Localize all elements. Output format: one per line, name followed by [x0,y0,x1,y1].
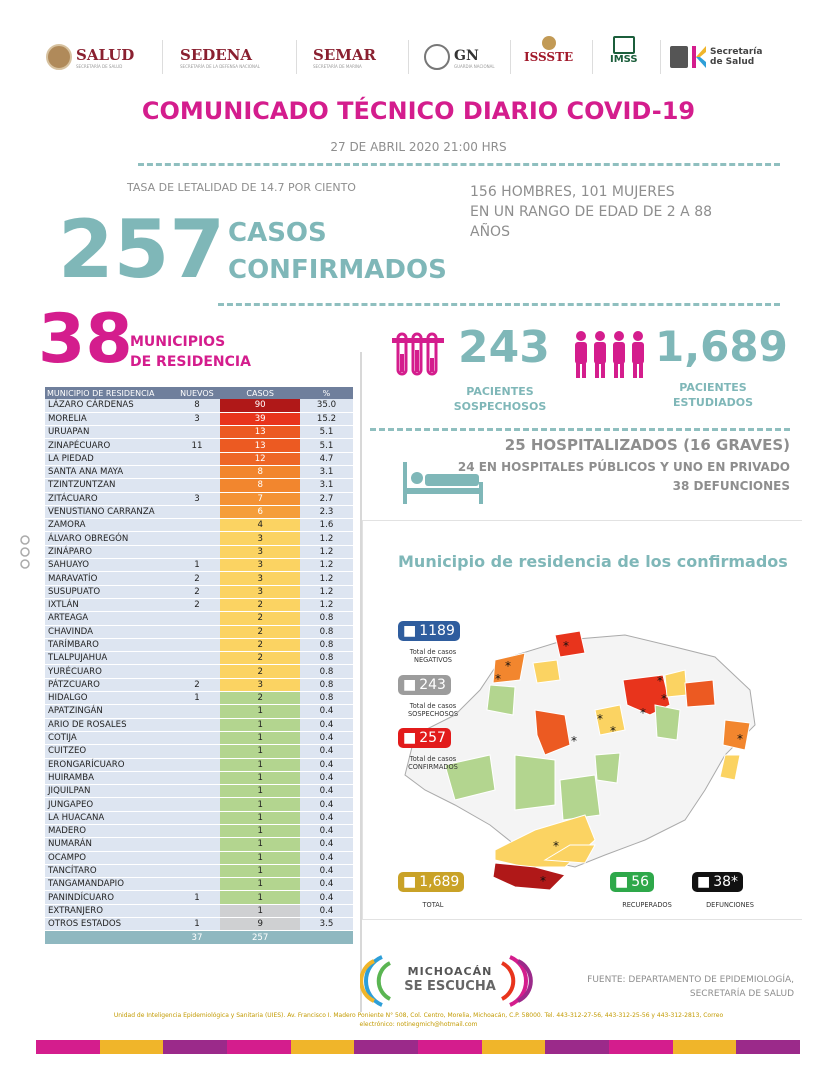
nuevos-cell: 1 [174,918,221,931]
pct-cell: 0.4 [300,705,353,718]
nuevos-cell [174,878,221,891]
page-title: COMUNICADO TÉCNICO DIARIO COVID-19 [141,97,696,125]
table-row [45,572,353,585]
pct-cell: 35.0 [300,399,353,412]
pct-cell: 0.4 [300,718,353,731]
table-body [45,399,353,931]
casos-cell: 8 [220,465,300,478]
casos-cell: 1 [220,798,300,811]
pct-cell: 5.1 [300,439,353,452]
table-row [45,519,353,532]
casos-cell: 12 [220,452,300,465]
nuevos-cell [174,864,221,877]
person-icon: ■ [403,677,417,693]
casos-cell: 2 [220,612,300,625]
decorative-color-bar [36,1040,800,1054]
svg-text:*: * [563,639,569,653]
pct-cell: 1.2 [300,598,353,611]
nuevos-cell [174,745,221,758]
pct-cell: 0.4 [300,891,353,904]
municipio-cell: SANTA ANA MAYA [45,465,174,478]
casos-cell: 1 [220,864,300,877]
casos-cell: 2 [220,665,300,678]
casos-cell: 3 [220,545,300,558]
municipio-cell: MARAVATÍO [45,572,174,585]
nuevos-cell: 2 [174,598,221,611]
municipio-cell: LÁZARO CÁRDENAS [45,399,174,412]
pct-cell: 1.2 [300,572,353,585]
nuevos-cell [174,652,221,665]
nuevos-cell [174,465,221,478]
municipio-cell: TANCÍTARO [45,864,174,877]
pct-cell: 0.8 [300,692,353,705]
deaths-box: ■ 38* [692,872,743,892]
hospitals-line: 24 EN HOSPITALES PÚBLICOS Y UNO EN PRIVADO [457,460,790,474]
total-box: ■ 1,689 [398,872,464,892]
table-row [45,652,353,665]
table-row [45,399,353,412]
table-row [45,545,353,558]
municipio-cell: VENUSTIANO CARRANZA [45,505,174,518]
municipio-cell: CHAVINDA [45,625,174,638]
pct-cell: 0.4 [300,878,353,891]
municipio-cell: NUMARÁN [45,838,174,851]
municipio-cell: PANINDÍCUARO [45,891,174,904]
municipio-cell: ZITÁCUARO [45,492,174,505]
address-footer: Unidad de Inteligencia Epidemiológica y Sanitaria (UIES). Av. Francisco I. Madero Poniente N° 508, Col. Centro, Morelia, Michoacán, C.P. 58000. Tel. 443-312-27-56, 443-312-25-56 y 443-312-2813, Correo electrónico: notinegmich@hotmail.com [113,1012,724,1028]
casos-cell: 2 [220,598,300,611]
table-row [45,745,353,758]
casos-cell: 13 [220,426,300,439]
table-row [45,785,353,798]
pct-cell: 15.2 [300,412,353,425]
casos-cell: 1 [220,851,300,864]
pct-cell: 0.4 [300,904,353,917]
casos-cell: 3 [220,585,300,598]
municipio-cell: ZAMORA [45,519,174,532]
header-nuevos: NUEVOS [174,387,221,399]
nuevos-cell: 1 [174,559,221,572]
pct-cell: 0.8 [300,638,353,651]
nuevos-cell [174,705,221,718]
nuevos-cell [174,771,221,784]
report-date: 27 DE ABRIL 2020 21:00 HRS [330,140,507,154]
municipios-table [45,387,353,945]
nuevos-cell [174,545,221,558]
mexico-seal-icon [46,44,72,70]
nuevos-cell [174,825,221,838]
people-icon: ■ [615,874,629,890]
table-row [45,412,353,425]
nuevos-cell [174,838,221,851]
municipio-cell: ARIO DE ROSALES [45,718,174,731]
municipio-cell: YURÉCUARO [45,665,174,678]
issste-emblem-icon [542,36,556,50]
table-row [45,665,353,678]
svg-text:*: * [640,706,646,720]
nuevos-cell [174,638,221,651]
negatives-box: ■ 1189 [398,621,460,641]
table-row [45,758,353,771]
source-note: FUENTE: DEPARTAMENTO DE EPIDEMIOLOGÍA, SECRETARÍA DE SALUD [587,975,794,999]
map-title: Municipio de residencia de los confirmados [398,552,788,571]
table-row [45,532,353,545]
table-row [45,492,353,505]
municipio-cell: MADERO [45,825,174,838]
municipio-cell: HIDALGO [45,692,174,705]
municipio-cell: OCAMPO [45,851,174,864]
table-row [45,904,353,917]
municipio-cell: TZINTZUNTZAN [45,479,174,492]
casos-cell: 3 [220,572,300,585]
svg-text:*: * [661,692,667,706]
pct-cell: 4.7 [300,452,353,465]
pct-cell: 0.4 [300,811,353,824]
nuevos-cell [174,452,221,465]
pct-cell: 2.7 [300,492,353,505]
header-municipio: MUNICIPIO DE RESIDENCIA [45,387,174,399]
michoacan-shield-icon [670,46,688,68]
municipio-cell: EXTRANJERO [45,904,174,917]
nuevos-cell: 2 [174,585,221,598]
casos-cell: 90 [220,399,300,412]
municipio-cell: TLALPUJAHUA [45,652,174,665]
table-row [45,452,353,465]
table-row [45,559,353,572]
municipio-cell: COTIJA [45,731,174,744]
pct-cell: 0.4 [300,864,353,877]
casos-cell: 1 [220,825,300,838]
casos-cell: 2 [220,625,300,638]
nuevos-cell [174,758,221,771]
table-row [45,638,353,651]
casos-cell: 1 [220,731,300,744]
pct-cell: 0.4 [300,838,353,851]
table-row [45,878,353,891]
nuevos-cell [174,505,221,518]
nuevos-cell [174,851,221,864]
pct-cell: 0.4 [300,771,353,784]
casos-cell: 2 [220,652,300,665]
casos-cell: 1 [220,811,300,824]
casos-cell: 1 [220,758,300,771]
pct-cell: 5.1 [300,426,353,439]
casos-cell: 13 [220,439,300,452]
demographics: 156 HOMBRES, 101 MUJERES EN UN RANGO DE EDAD DE 2 A 88 AÑOS [470,184,713,240]
suspects-box: ■ 243 [398,675,451,695]
municipio-cell: OTROS ESTADOS [45,918,174,931]
secretaria-salud-logo: Secretaría de Salud [670,36,760,78]
table-row [45,598,353,611]
nuevos-cell [174,904,221,917]
table-row [45,705,353,718]
total-nuevos: 37 [174,931,221,944]
table-row [45,692,353,705]
pct-cell: 0.8 [300,665,353,678]
pct-cell: 1.2 [300,545,353,558]
nuevos-cell [174,532,221,545]
casos-cell: 3 [220,678,300,691]
nuevos-cell [174,625,221,638]
pct-cell: 1.2 [300,532,353,545]
pct-cell: 0.8 [300,652,353,665]
total-casos: 257 [220,931,300,944]
gn-logo: GN GUARDIA NACIONAL [424,36,495,78]
negatives-label: Total de casos NEGATIVOS [409,648,457,664]
casos-cell: 8 [220,479,300,492]
table-row [45,465,353,478]
municipio-cell: ZINÁPARO [45,545,174,558]
casos-cell: 1 [220,745,300,758]
pct-cell: 0.8 [300,625,353,638]
nuevos-cell: 2 [174,678,221,691]
pct-cell: 0.4 [300,731,353,744]
nuevos-cell: 3 [174,412,221,425]
total-label: TOTAL [422,901,444,909]
confirmed-label-2: CONFIRMADOS [228,255,447,285]
lethality-rate: TASA DE LETALIDAD DE 14.7 POR CIENTO [127,181,356,194]
casos-cell: 2 [220,638,300,651]
svg-text:*: * [737,732,743,746]
svg-text:*: * [571,734,577,748]
pct-cell: 0.8 [300,612,353,625]
k-logo-icon [692,46,706,68]
nuevos-cell [174,426,221,439]
nuevos-cell [174,718,221,731]
table-row [45,798,353,811]
pct-cell: 0.4 [300,785,353,798]
studied-number: 1,689 [655,322,788,371]
municipio-cell: JIQUILPAN [45,785,174,798]
pct-cell: 1.6 [300,519,353,532]
deaths-label: DEFUNCIONES [706,901,754,909]
nuevos-cell: 1 [174,692,221,705]
casos-cell: 3 [220,532,300,545]
pct-cell: 3.1 [300,465,353,478]
pct-cell: 0.4 [300,758,353,771]
table-row [45,625,353,638]
pct-cell: 1.2 [300,585,353,598]
pct-cell: 0.4 [300,798,353,811]
municipio-cell: ARTEAGA [45,612,174,625]
nuevos-cell: 8 [174,399,221,412]
person-icon: ■ [403,730,417,746]
table-row [45,771,353,784]
table-row [45,891,353,904]
pct-cell: 2.3 [300,505,353,518]
municipio-cell: LA PIEDAD [45,452,174,465]
nuevos-cell: 3 [174,492,221,505]
pct-cell: 0.8 [300,678,353,691]
table-header-row [45,387,353,399]
nuevos-cell [174,612,221,625]
table-row [45,851,353,864]
municipio-cell: PÁTZCUARO [45,678,174,691]
casos-cell: 1 [220,785,300,798]
table-row [45,864,353,877]
municipio-cell: JUNGAPEO [45,798,174,811]
issste-logo: ISSSTE [524,36,573,78]
studied-label: PACIENTES ESTUDIADOS [672,381,753,409]
svg-text:*: * [540,874,546,888]
casos-cell: 6 [220,505,300,518]
municipio-cell: SAHUAYO [45,559,174,572]
table-row [45,731,353,744]
people-icon: ■ [403,623,417,639]
pct-cell: 3.5 [300,918,353,931]
michoacan-se-escucha-logo: MICHOACÁN SE ESCUCHA [360,953,536,1009]
svg-text:*: * [597,712,603,726]
pct-cell: 0.4 [300,825,353,838]
table-row [45,825,353,838]
deaths-line: 38 DEFUNCIONES [672,479,790,493]
municipio-cell: CUITZEO [45,745,174,758]
nuevos-cell [174,785,221,798]
casos-cell: 1 [220,838,300,851]
pct-cell: 0.4 [300,745,353,758]
casos-cell: 1 [220,891,300,904]
header-casos: CASOS [220,387,300,399]
hospitalized-line: 25 HOSPITALIZADOS (16 GRAVES) [504,436,790,454]
nuevos-cell [174,519,221,532]
nuevos-cell: 2 [174,572,221,585]
semar-logo: SEMAR SECRETARÍA DE MARINA [313,46,376,69]
municipios-label: MUNICIPIOS DE RESIDENCIA [130,334,251,370]
casos-cell: 1 [220,771,300,784]
table-row [45,505,353,518]
map-confirmed-label: Total de casos CONFIRMADOS [408,755,458,771]
casos-cell: 1 [220,705,300,718]
svg-text:*: * [610,724,616,738]
municipio-cell: IXTLÁN [45,598,174,611]
municipio-cell: ERONGARÍCUARO [45,758,174,771]
people-icon: ■ [403,874,417,890]
municipio-cell: APATZINGÁN [45,705,174,718]
suspects-number: 243 [458,322,550,373]
nuevos-cell: 11 [174,439,221,452]
suspects-label: PACIENTES SOSPECHOSOS [453,385,547,413]
svg-text:*: * [657,674,663,688]
pct-cell: 1.2 [300,559,353,572]
nuevos-cell [174,665,221,678]
casos-cell: 2 [220,692,300,705]
person-icon: ■ [697,874,711,890]
confirmed-label-1: CASOS [228,218,327,248]
municipio-cell: ZINAPÉCUARO [45,439,174,452]
recovered-label: RECUPERADOS [622,901,672,909]
table-row [45,439,353,452]
nuevos-cell: 1 [174,891,221,904]
imss-logo: IMSS [610,36,638,78]
recovered-box: ■ 56 [610,872,654,892]
binder-rings-icon [18,535,32,569]
casos-cell: 39 [220,412,300,425]
casos-cell: 3 [220,559,300,572]
table-row [45,612,353,625]
casos-cell: 4 [220,519,300,532]
municipio-cell: SUSUPUATO [45,585,174,598]
table-total-row [45,931,353,944]
table-row [45,479,353,492]
municipio-cell: MORELIA [45,412,174,425]
casos-cell: 7 [220,492,300,505]
municipio-cell: URUAPAN [45,426,174,439]
svg-text:*: * [505,659,511,673]
test-tubes-icon [392,330,444,378]
nuevos-cell [174,798,221,811]
imss-emblem-icon [613,36,635,54]
table-row [45,678,353,691]
confirmed-number: 257 [58,203,225,296]
municipio-cell: ÁLVARO OBREGÓN [45,532,174,545]
nuevos-cell [174,811,221,824]
salud-logo: SALUD SECRETARÍA DE SALUD [46,36,134,78]
pct-cell: 0.4 [300,851,353,864]
table-row [45,585,353,598]
municipio-cell: TANGAMANDAPIO [45,878,174,891]
hospital-bed-icon [403,462,483,504]
casos-cell: 1 [220,904,300,917]
eagle-emblem-icon [424,44,450,70]
confirmed-box: ■ 257 [398,728,451,748]
municipio-cell: HUIRAMBA [45,771,174,784]
table-row [45,838,353,851]
pct-cell: 3.1 [300,479,353,492]
header-pct: % [300,387,353,399]
casos-cell: 1 [220,878,300,891]
municipio-cell: TARÍMBARO [45,638,174,651]
people-group-icon [571,330,647,380]
sedena-logo: SEDENA SECRETARÍA DE LA DEFENSA NACIONAL [180,46,260,69]
map-suspects-label: Total de casos SOSPECHOSOS [407,702,459,718]
table-row [45,718,353,731]
nuevos-cell [174,731,221,744]
svg-text:*: * [495,672,501,686]
casos-cell: 1 [220,718,300,731]
table-row [45,811,353,824]
municipio-cell: LA HUACANA [45,811,174,824]
casos-cell: 9 [220,918,300,931]
municipios-number: 38 [38,300,133,379]
table-row [45,918,353,931]
svg-text:*: * [553,839,559,853]
nuevos-cell [174,479,221,492]
table-row [45,426,353,439]
